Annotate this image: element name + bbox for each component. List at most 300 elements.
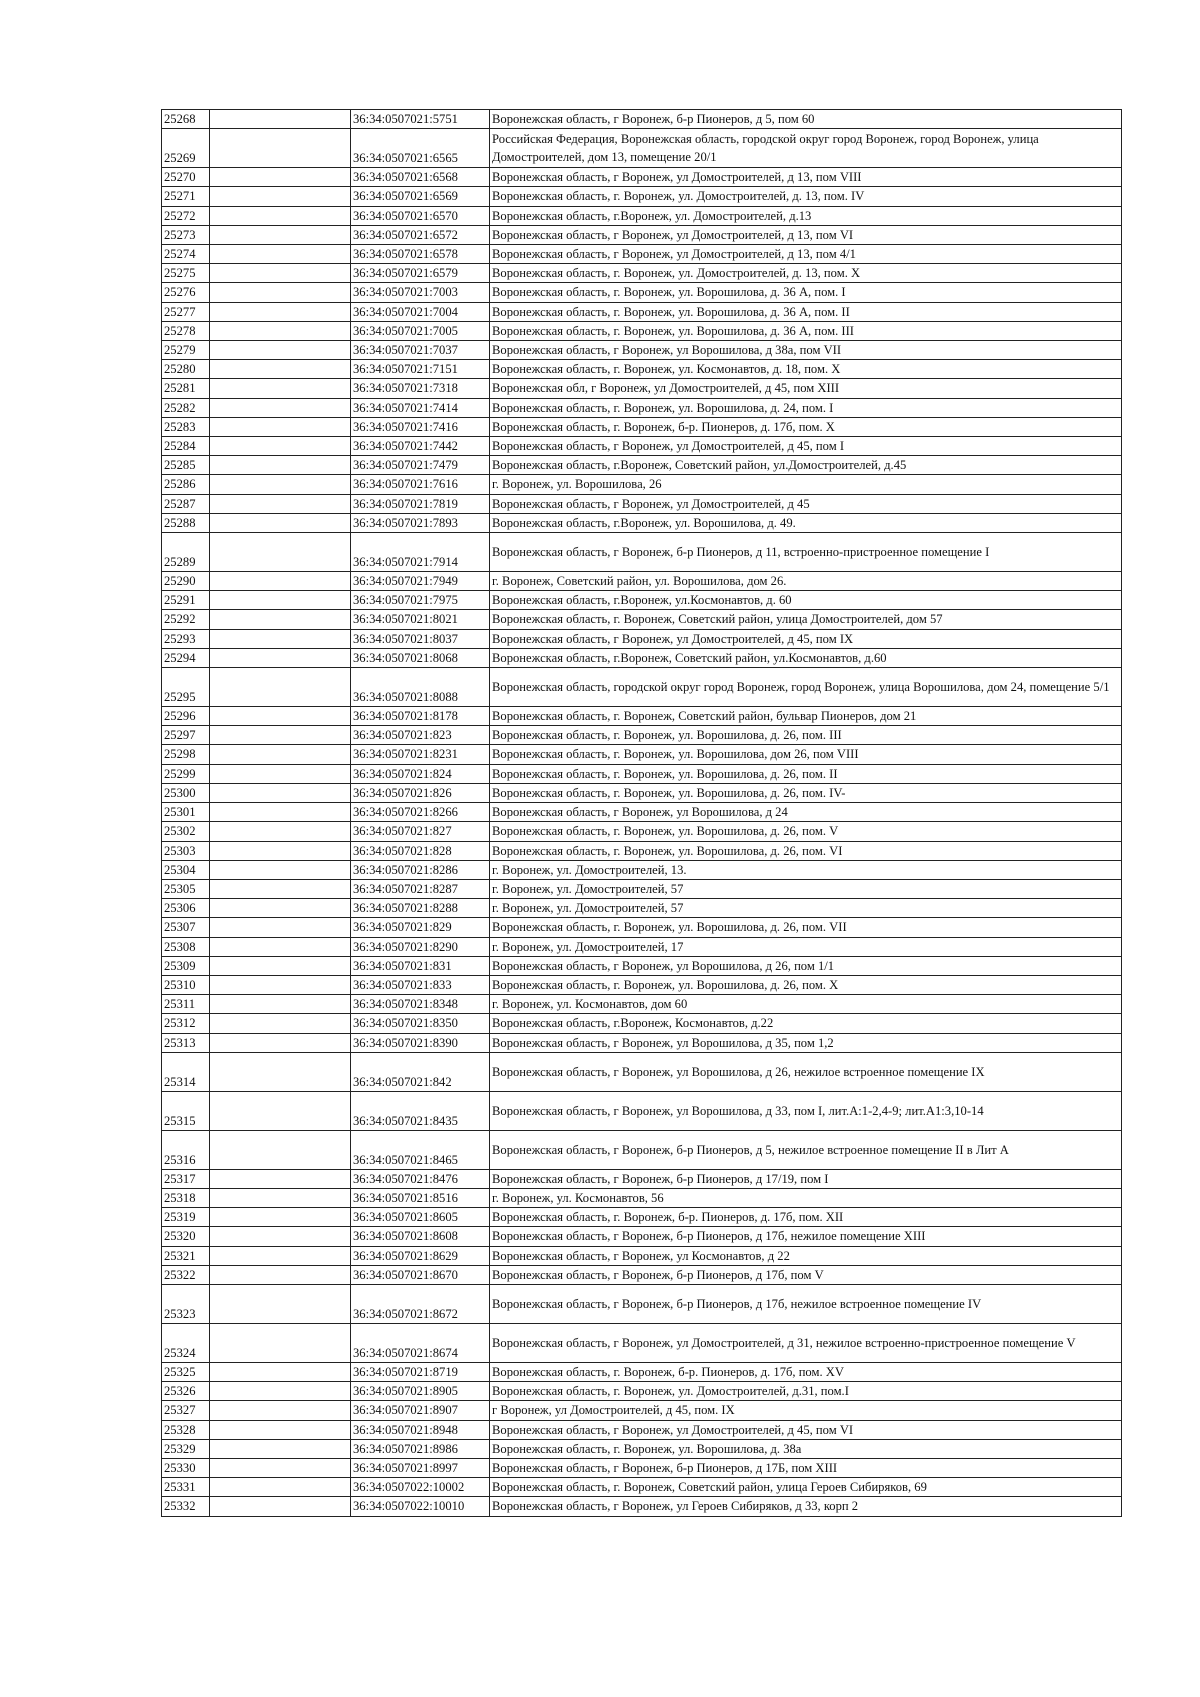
address-cell: Воронежская область, г Воронеж, ул Домостроителей, д 13, пом 4/1 [490, 245, 1122, 264]
address-cell: Воронежская обл, г Воронеж, ул Домостроителей, д 45, пом XIII [490, 379, 1122, 398]
empty-cell [210, 726, 351, 745]
cadastral-number-cell: 36:34:0507021:7004 [351, 302, 490, 321]
table-row [162, 1091, 1122, 1130]
empty-cell [210, 764, 351, 783]
empty-cell [210, 956, 351, 975]
table-row [162, 206, 1122, 225]
empty-cell [210, 225, 351, 244]
address-cell: Воронежская область, г.Воронеж, ул. Домостроителей, д.13 [490, 206, 1122, 225]
address-cell: Воронежская область, г. Воронеж, ул. Космонавтов, д. 18, пом. X [490, 360, 1122, 379]
row-number-cell: 25317 [162, 1169, 210, 1188]
table-row [162, 1130, 1122, 1169]
empty-cell [210, 379, 351, 398]
row-number-cell: 25328 [162, 1420, 210, 1439]
address-cell: Воронежская область, г. Воронеж, Советский район, улица Домостроителей, дом 57 [490, 610, 1122, 629]
empty-cell [210, 1362, 351, 1381]
empty-cell [210, 783, 351, 802]
cadastral-number-cell: 36:34:0507021:8288 [351, 899, 490, 918]
address-cell: Воронежская область, г Воронеж, ул Домостроителей, д 45, пом VI [490, 1420, 1122, 1439]
empty-cell [210, 937, 351, 956]
address-cell: Воронежская область, г. Воронеж, ул. Ворошилова, д. 26, пом. V [490, 822, 1122, 841]
cadastral-number-cell: 36:34:0507021:6570 [351, 206, 490, 225]
empty-cell [210, 1478, 351, 1497]
row-number-cell: 25268 [162, 110, 210, 129]
address-cell: Воронежская область, г Воронеж, б-р Пионеров, д 11, встроенно-пристроенное помещение I [490, 533, 1122, 572]
row-number-cell: 25331 [162, 1478, 210, 1497]
address-cell: Воронежская область, г. Воронеж, ул. Домостроителей, д. 13, пом. X [490, 264, 1122, 283]
address-cell: Воронежская область, г.Воронеж, Советский район, ул.Космонавтов, д.60 [490, 648, 1122, 667]
cadastral-number-cell: 36:34:0507021:6578 [351, 245, 490, 264]
row-number-cell: 25321 [162, 1246, 210, 1265]
row-number-cell: 25275 [162, 264, 210, 283]
empty-cell [210, 513, 351, 532]
table-row [162, 918, 1122, 937]
cadastral-number-cell: 36:34:0507021:824 [351, 764, 490, 783]
cadastral-number-cell: 36:34:0507021:7819 [351, 494, 490, 513]
address-cell: Воронежская область, г. Воронеж, Советский район, бульвар Пионеров, дом 21 [490, 707, 1122, 726]
row-number-cell: 25303 [162, 841, 210, 860]
row-number-cell: 25318 [162, 1188, 210, 1207]
address-cell: Воронежская область, г Воронеж, ул Ворошилова, д 24 [490, 803, 1122, 822]
row-number-cell: 25294 [162, 648, 210, 667]
address-cell: Воронежская область, г Воронеж, б-р Пионеров, д 17Б, пом XIII [490, 1458, 1122, 1477]
empty-cell [210, 168, 351, 187]
empty-cell [210, 437, 351, 456]
cadastral-number-cell: 36:34:0507021:8348 [351, 995, 490, 1014]
table-row [162, 360, 1122, 379]
address-cell: Воронежская область, г. Воронеж, ул. Ворошилова, д. 38а [490, 1439, 1122, 1458]
address-cell: Воронежская область, г Воронеж, ул Домостроителей, д 13, пом VI [490, 225, 1122, 244]
empty-cell [210, 360, 351, 379]
empty-cell [210, 822, 351, 841]
empty-cell [210, 456, 351, 475]
row-number-cell: 25295 [162, 668, 210, 707]
table-row [162, 456, 1122, 475]
address-cell: Воронежская область, г. Воронеж, б-р. Пионеров, д. 17б, пом. XII [490, 1208, 1122, 1227]
property-table [161, 109, 1122, 1517]
row-number-cell: 25278 [162, 321, 210, 340]
cadastral-number-cell: 36:34:0507021:7151 [351, 360, 490, 379]
table-row [162, 783, 1122, 802]
address-cell: г. Воронеж, ул. Домостроителей, 17 [490, 937, 1122, 956]
empty-cell [210, 1284, 351, 1323]
address-cell: Воронежская область, г.Воронеж, Советский район, ул.Домостроителей, д.45 [490, 456, 1122, 475]
row-number-cell: 25277 [162, 302, 210, 321]
empty-cell [210, 1014, 351, 1033]
table-row [162, 283, 1122, 302]
cadastral-number-cell: 36:34:0507021:8290 [351, 937, 490, 956]
empty-cell [210, 995, 351, 1014]
row-number-cell: 25269 [162, 129, 210, 168]
cadastral-number-cell: 36:34:0507021:8178 [351, 707, 490, 726]
empty-cell [210, 648, 351, 667]
cadastral-number-cell: 36:34:0507021:5751 [351, 110, 490, 129]
row-number-cell: 25272 [162, 206, 210, 225]
row-number-cell: 25274 [162, 245, 210, 264]
table-row [162, 1033, 1122, 1052]
address-cell: г. Воронеж, ул. Домостроителей, 57 [490, 879, 1122, 898]
address-cell: Воронежская область, г. Воронеж, ул. Ворошилова, д. 26, пом. VII [490, 918, 1122, 937]
row-number-cell: 25297 [162, 726, 210, 745]
table-row [162, 879, 1122, 898]
row-number-cell: 25271 [162, 187, 210, 206]
row-number-cell: 25310 [162, 975, 210, 994]
cadastral-number-cell: 36:34:0507021:8997 [351, 1458, 490, 1477]
row-number-cell: 25296 [162, 707, 210, 726]
empty-cell [210, 1265, 351, 1284]
address-cell: Воронежская область, г Воронеж, ул Космонавтов, д 22 [490, 1246, 1122, 1265]
row-number-cell: 25288 [162, 513, 210, 532]
table-row [162, 264, 1122, 283]
address-cell: Воронежская область, г. Воронеж, ул. Ворошилова, д. 26, пом. X [490, 975, 1122, 994]
address-cell: Воронежская область, г. Воронеж, ул. Ворошилова, д. 26, пом. III [490, 726, 1122, 745]
table-row [162, 591, 1122, 610]
cadastral-number-cell: 36:34:0507021:8986 [351, 1439, 490, 1458]
address-cell: Воронежская область, г Воронеж, ул Ворошилова, д 26, нежилое встроенное помещение IX [490, 1052, 1122, 1091]
cadastral-number-cell: 36:34:0507021:8231 [351, 745, 490, 764]
address-cell: Воронежская область, г. Воронеж, ул. Домостроителей, д. 13, пом. IV [490, 187, 1122, 206]
cadastral-number-cell: 36:34:0507021:7442 [351, 437, 490, 456]
address-cell: г. Воронеж, ул. Домостроителей, 13. [490, 860, 1122, 879]
cadastral-number-cell: 36:34:0507021:8672 [351, 1284, 490, 1323]
cadastral-number-cell: 36:34:0507021:8390 [351, 1033, 490, 1052]
table-row [162, 302, 1122, 321]
row-number-cell: 25283 [162, 417, 210, 436]
table-row [162, 1458, 1122, 1477]
empty-cell [210, 707, 351, 726]
table-row [162, 726, 1122, 745]
address-cell: Воронежская область, г Воронеж, ул Ворошилова, д 26, пом 1/1 [490, 956, 1122, 975]
address-cell: Воронежская область, г. Воронеж, ул. Ворошилова, д. 36 А, пом. II [490, 302, 1122, 321]
empty-cell [210, 494, 351, 513]
table-row [162, 1208, 1122, 1227]
empty-cell [210, 1382, 351, 1401]
table-row [162, 1246, 1122, 1265]
table-row [162, 1265, 1122, 1284]
address-cell: Воронежская область, г. Воронеж, ул. Ворошилова, д. 36 А, пом. III [490, 321, 1122, 340]
cadastral-number-cell: 36:34:0507021:8476 [351, 1169, 490, 1188]
address-cell: Воронежская область, г Воронеж, ул Домостроителей, д 45, пом IX [490, 629, 1122, 648]
empty-cell [210, 572, 351, 591]
cadastral-number-cell: 36:34:0507021:7318 [351, 379, 490, 398]
row-number-cell: 25281 [162, 379, 210, 398]
table-row [162, 707, 1122, 726]
cadastral-number-cell: 36:34:0507021:7893 [351, 513, 490, 532]
cadastral-number-cell: 36:34:0507021:7616 [351, 475, 490, 494]
cadastral-number-cell: 36:34:0507021:7414 [351, 398, 490, 417]
empty-cell [210, 1033, 351, 1052]
row-number-cell: 25279 [162, 341, 210, 360]
address-cell: г. Воронеж, Советский район, ул. Ворошилова, дом 26. [490, 572, 1122, 591]
empty-cell [210, 860, 351, 879]
table-row [162, 1420, 1122, 1439]
address-cell: Воронежская область, г. Воронеж, ул. Ворошилова, д. 26, пом. VI [490, 841, 1122, 860]
table-row [162, 841, 1122, 860]
address-cell: Воронежская область, г Воронеж, ул Домостроителей, д 45, пом I [490, 437, 1122, 456]
table-row [162, 1401, 1122, 1420]
cadastral-number-cell: 36:34:0507022:10002 [351, 1478, 490, 1497]
address-cell: Воронежская область, г. Воронеж, Советский район, улица Героев Сибиряков, 69 [490, 1478, 1122, 1497]
row-number-cell: 25307 [162, 918, 210, 937]
empty-cell [210, 745, 351, 764]
row-number-cell: 25324 [162, 1323, 210, 1362]
row-number-cell: 25293 [162, 629, 210, 648]
cadastral-number-cell: 36:34:0507021:8287 [351, 879, 490, 898]
row-number-cell: 25309 [162, 956, 210, 975]
empty-cell [210, 1188, 351, 1207]
row-number-cell: 25306 [162, 899, 210, 918]
table-row [162, 110, 1122, 129]
row-number-cell: 25301 [162, 803, 210, 822]
table-row [162, 745, 1122, 764]
row-number-cell: 25316 [162, 1130, 210, 1169]
cadastral-number-cell: 36:34:0507021:831 [351, 956, 490, 975]
empty-cell [210, 1420, 351, 1439]
row-number-cell: 25327 [162, 1401, 210, 1420]
empty-cell [210, 417, 351, 436]
table-row [162, 1497, 1122, 1516]
table-row [162, 668, 1122, 707]
empty-cell [210, 918, 351, 937]
address-cell: Воронежская область, г Воронеж, ул Ворошилова, д 35, пом 1,2 [490, 1033, 1122, 1052]
empty-cell [210, 1401, 351, 1420]
cadastral-number-cell: 36:34:0507021:8719 [351, 1362, 490, 1381]
empty-cell [210, 245, 351, 264]
cadastral-number-cell: 36:34:0507021:8905 [351, 1382, 490, 1401]
cadastral-number-cell: 36:34:0507021:823 [351, 726, 490, 745]
table-row [162, 437, 1122, 456]
row-number-cell: 25276 [162, 283, 210, 302]
cadastral-number-cell: 36:34:0507021:8435 [351, 1091, 490, 1130]
empty-cell [210, 533, 351, 572]
row-number-cell: 25305 [162, 879, 210, 898]
row-number-cell: 25325 [162, 1362, 210, 1381]
empty-cell [210, 187, 351, 206]
cadastral-number-cell: 36:34:0507021:8286 [351, 860, 490, 879]
empty-cell [210, 398, 351, 417]
table-row [162, 533, 1122, 572]
empty-cell [210, 302, 351, 321]
empty-cell [210, 803, 351, 822]
address-cell: Воронежская область, г Воронеж, б-р Пионеров, д 5, нежилое встроенное помещение II в Лит А [490, 1130, 1122, 1169]
empty-cell [210, 1208, 351, 1227]
cadastral-number-cell: 36:34:0507021:6569 [351, 187, 490, 206]
address-cell: г. Воронеж, ул. Домостроителей, 57 [490, 899, 1122, 918]
address-cell: Воронежская область, г Воронеж, ул Домостроителей, д 31, нежилое встроенно-пристроенное помещение V [490, 1323, 1122, 1362]
row-number-cell: 25280 [162, 360, 210, 379]
cadastral-number-cell: 36:34:0507021:8021 [351, 610, 490, 629]
table-row [162, 1052, 1122, 1091]
row-number-cell: 25319 [162, 1208, 210, 1227]
empty-cell [210, 610, 351, 629]
address-cell: Воронежская область, г Воронеж, ул Ворошилова, д 38а, пом VII [490, 341, 1122, 360]
address-cell: Воронежская область, г.Воронеж, ул. Ворошилова, д. 49. [490, 513, 1122, 532]
row-number-cell: 25286 [162, 475, 210, 494]
cadastral-number-cell: 36:34:0507021:7949 [351, 572, 490, 591]
table-row [162, 822, 1122, 841]
cadastral-number-cell: 36:34:0507021:7037 [351, 341, 490, 360]
empty-cell [210, 1227, 351, 1246]
table-row [162, 764, 1122, 783]
row-number-cell: 25284 [162, 437, 210, 456]
address-cell: Воронежская область, г. Воронеж, ул. Ворошилова, д. 36 А, пом. I [490, 283, 1122, 302]
table-row [162, 1362, 1122, 1381]
row-number-cell: 25332 [162, 1497, 210, 1516]
table-row [162, 860, 1122, 879]
address-cell: Воронежская область, г Воронеж, б-р Пионеров, д 17б, пом V [490, 1265, 1122, 1284]
table-row [162, 803, 1122, 822]
table-row [162, 572, 1122, 591]
table-row [162, 379, 1122, 398]
empty-cell [210, 1439, 351, 1458]
address-cell: Воронежская область, городской округ город Воронеж, город Воронеж, улица Ворошилова, дом 24, помещение 5/1 [490, 668, 1122, 707]
cadastral-number-cell: 36:34:0507021:8465 [351, 1130, 490, 1169]
address-cell: Воронежская область, г. Воронеж, б-р. Пионеров, д. 17б, пом. XV [490, 1362, 1122, 1381]
cadastral-number-cell: 36:34:0507021:826 [351, 783, 490, 802]
table-row [162, 648, 1122, 667]
row-number-cell: 25282 [162, 398, 210, 417]
row-number-cell: 25289 [162, 533, 210, 572]
address-cell: Воронежская область, г Воронеж, ул Героев Сибиряков, д 33, корп 2 [490, 1497, 1122, 1516]
empty-cell [210, 1052, 351, 1091]
table-row [162, 187, 1122, 206]
cadastral-number-cell: 36:34:0507022:10010 [351, 1497, 490, 1516]
table-row [162, 321, 1122, 340]
table-row [162, 513, 1122, 532]
empty-cell [210, 899, 351, 918]
row-number-cell: 25315 [162, 1091, 210, 1130]
row-number-cell: 25298 [162, 745, 210, 764]
table-row [162, 956, 1122, 975]
table-row [162, 1169, 1122, 1188]
address-cell: г. Воронеж, ул. Космонавтов, дом 60 [490, 995, 1122, 1014]
address-cell: Воронежская область, г.Воронеж, Космонавтов, д.22 [490, 1014, 1122, 1033]
cadastral-number-cell: 36:34:0507021:8088 [351, 668, 490, 707]
table-row [162, 168, 1122, 187]
address-cell: Воронежская область, г Воронеж, б-р Пионеров, д 17/19, пом I [490, 1169, 1122, 1188]
cadastral-number-cell: 36:34:0507021:8674 [351, 1323, 490, 1362]
row-number-cell: 25285 [162, 456, 210, 475]
empty-cell [210, 283, 351, 302]
cadastral-number-cell: 36:34:0507021:833 [351, 975, 490, 994]
row-number-cell: 25329 [162, 1439, 210, 1458]
table-row [162, 1323, 1122, 1362]
empty-cell [210, 1323, 351, 1362]
table-row [162, 1188, 1122, 1207]
address-cell: Воронежская область, г. Воронеж, ул. Ворошилова, д. 26, пом. IV- [490, 783, 1122, 802]
empty-cell [210, 1246, 351, 1265]
property-table-body [162, 110, 1122, 1517]
row-number-cell: 25273 [162, 225, 210, 244]
table-row [162, 975, 1122, 994]
row-number-cell: 25292 [162, 610, 210, 629]
table-row [162, 417, 1122, 436]
cadastral-number-cell: 36:34:0507021:827 [351, 822, 490, 841]
row-number-cell: 25308 [162, 937, 210, 956]
row-number-cell: 25330 [162, 1458, 210, 1477]
address-cell: Воронежская область, г. Воронеж, ул. Ворошилова, дом 26, пом VIII [490, 745, 1122, 764]
row-number-cell: 25291 [162, 591, 210, 610]
address-cell: Воронежская область, г. Воронеж, ул. Ворошилова, д. 26, пом. II [490, 764, 1122, 783]
row-number-cell: 25299 [162, 764, 210, 783]
empty-cell [210, 1091, 351, 1130]
cadastral-number-cell: 36:34:0507021:7005 [351, 321, 490, 340]
cadastral-number-cell: 36:34:0507021:6568 [351, 168, 490, 187]
row-number-cell: 25313 [162, 1033, 210, 1052]
cadastral-number-cell: 36:34:0507021:7975 [351, 591, 490, 610]
row-number-cell: 25304 [162, 860, 210, 879]
cadastral-number-cell: 36:34:0507021:6565 [351, 129, 490, 168]
empty-cell [210, 1169, 351, 1188]
row-number-cell: 25300 [162, 783, 210, 802]
empty-cell [210, 264, 351, 283]
cadastral-number-cell: 36:34:0507021:7914 [351, 533, 490, 572]
cadastral-number-cell: 36:34:0507021:842 [351, 1052, 490, 1091]
cadastral-number-cell: 36:34:0507021:7416 [351, 417, 490, 436]
empty-cell [210, 321, 351, 340]
cadastral-number-cell: 36:34:0507021:8266 [351, 803, 490, 822]
address-cell: Российская Федерация, Воронежская область, городской округ город Воронеж, город Воронеж, улица Домостроителей, дом 13, помещение 20/1 [490, 129, 1122, 168]
table-row [162, 494, 1122, 513]
empty-cell [210, 129, 351, 168]
row-number-cell: 25311 [162, 995, 210, 1014]
empty-cell [210, 591, 351, 610]
row-number-cell: 25302 [162, 822, 210, 841]
address-cell: г Воронеж, ул Домостроителей, д 45, пом. IX [490, 1401, 1122, 1420]
cadastral-number-cell: 36:34:0507021:8670 [351, 1265, 490, 1284]
empty-cell [210, 1458, 351, 1477]
row-number-cell: 25314 [162, 1052, 210, 1091]
empty-cell [210, 1130, 351, 1169]
empty-cell [210, 629, 351, 648]
empty-cell [210, 975, 351, 994]
table-row [162, 245, 1122, 264]
empty-cell [210, 110, 351, 129]
address-cell: Воронежская область, г Воронеж, ул Домостроителей, д 45 [490, 494, 1122, 513]
address-cell: Воронежская область, г Воронеж, б-р Пионеров, д 17б, нежилое помещение XIII [490, 1227, 1122, 1246]
row-number-cell: 25312 [162, 1014, 210, 1033]
table-row [162, 475, 1122, 494]
table-row [162, 899, 1122, 918]
table-row [162, 225, 1122, 244]
cadastral-number-cell: 36:34:0507021:7479 [351, 456, 490, 475]
empty-cell [210, 668, 351, 707]
row-number-cell: 25270 [162, 168, 210, 187]
cadastral-number-cell: 36:34:0507021:8037 [351, 629, 490, 648]
cadastral-number-cell: 36:34:0507021:7003 [351, 283, 490, 302]
table-row [162, 398, 1122, 417]
empty-cell [210, 341, 351, 360]
row-number-cell: 25290 [162, 572, 210, 591]
empty-cell [210, 475, 351, 494]
address-cell: Воронежская область, г.Воронеж, ул.Космонавтов, д. 60 [490, 591, 1122, 610]
address-cell: Воронежская область, г Воронеж, б-р Пионеров, д 17б, нежилое встроенное помещение IV [490, 1284, 1122, 1323]
table-row [162, 129, 1122, 168]
table-row [162, 1382, 1122, 1401]
empty-cell [210, 841, 351, 860]
table-row [162, 1227, 1122, 1246]
table-row [162, 341, 1122, 360]
cadastral-number-cell: 36:34:0507021:8068 [351, 648, 490, 667]
row-number-cell: 25326 [162, 1382, 210, 1401]
cadastral-number-cell: 36:34:0507021:8608 [351, 1227, 490, 1246]
table-row [162, 1014, 1122, 1033]
cadastral-number-cell: 36:34:0507021:8948 [351, 1420, 490, 1439]
cadastral-number-cell: 36:34:0507021:828 [351, 841, 490, 860]
address-cell: Воронежская область, г Воронеж, б-р Пионеров, д 5, пом 60 [490, 110, 1122, 129]
row-number-cell: 25287 [162, 494, 210, 513]
address-cell: Воронежская область, г Воронеж, ул Домостроителей, д 13, пом VIII [490, 168, 1122, 187]
